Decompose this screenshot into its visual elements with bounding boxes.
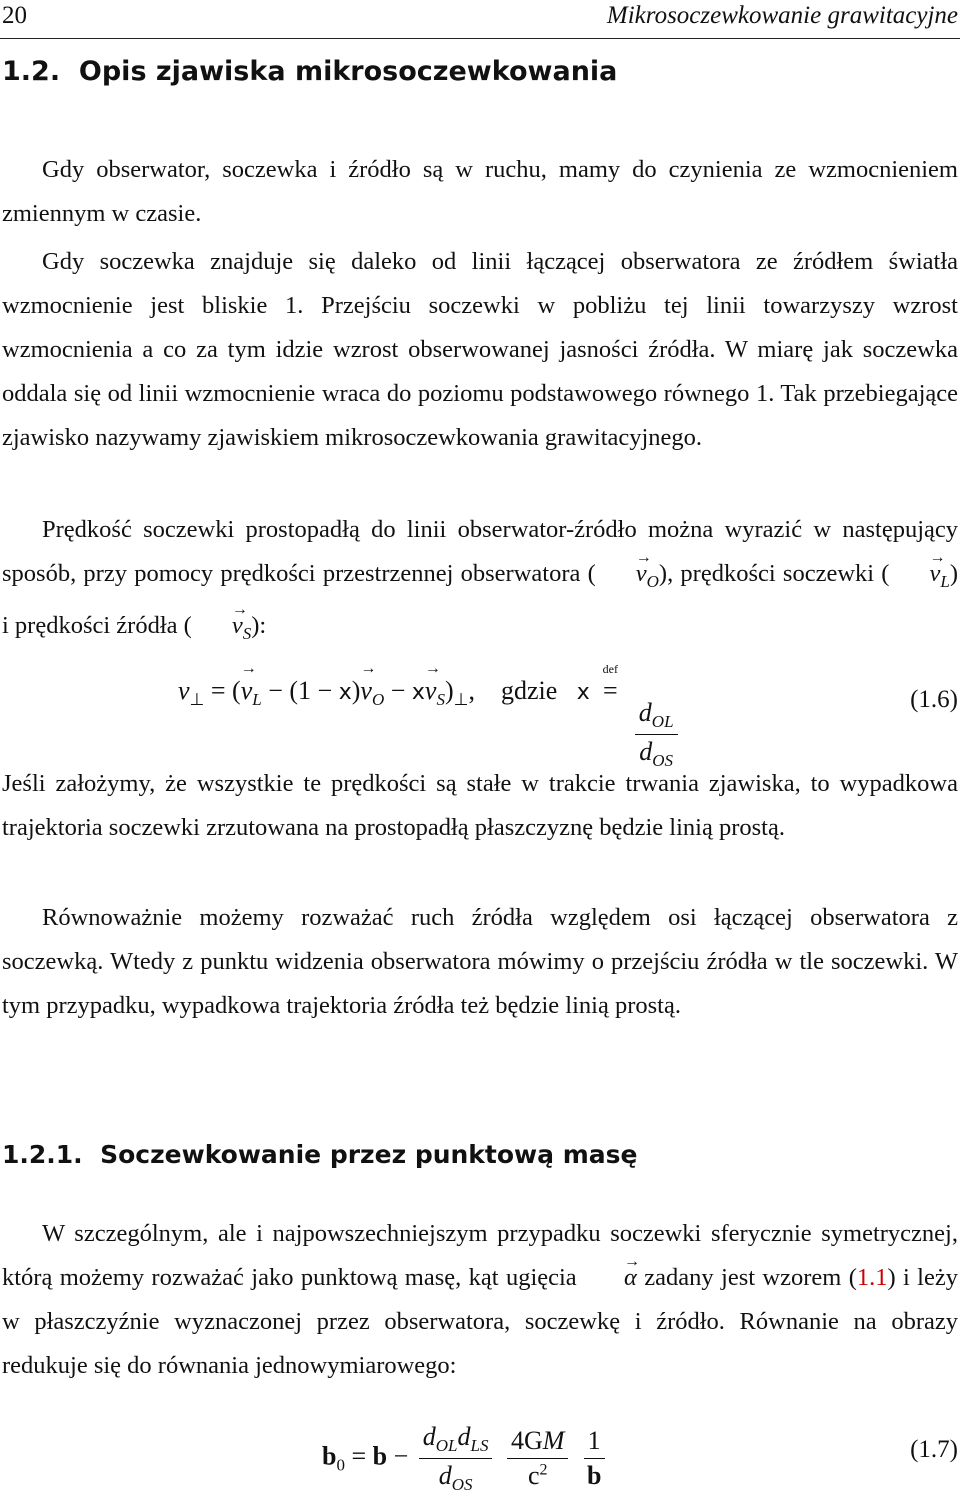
paragraph-magnification: Gdy soczewka znajduje się daleko od linii łączącej obserwatora ze źródłem światła wzmocnienie jest bliskie 1. Przejściu soczewki w pobliżu tej linii towarzyszy wzrost wzmocnienia a co za tym idzie wzrost obserwowanej jasności źródła. W miarę jak soczewka oddala się od linii wzmocnienie wraca do poziomu podstawowego równego 1. Tak przebiegające zjawisko nazywamy zjawiskiem mikrosoczewkowania grawitacyjnego. [2,248,958,451]
header-rule [0,38,960,39]
equation-ref-link[interactable]: 1.1 [856,1264,888,1291]
def-label: def [602,662,618,676]
section-heading [2,56,617,87]
velocity-text-1: Prędkość soczewki prostopadłą do linii obserwator-źródło można wyrazić w następujący sposób, przy pomocy prędkości przestrzennej obserwatora ( [2,516,958,587]
point-mass-text-3: ) i leży w płaszczyźnie wyznaczonej przez obserwatora, soczewkę i źródło. Równanie na obrazy redukuje się do równania jednowymiarowego: [2,1264,958,1379]
paragraph-point-mass: W szczególnym, ale i najpowszechniejszym przypadku soczewki sferycznie symetrycznej, którą możemy rozważać jako punktową masę, kąt ugięcia → α zadany jest wzorem (1.1) i leży w płaszczyźnie wyznaczonej przez obserwatora, soczewkę i źródło. Równanie na obrazy redukuje się do równania jednowymiarowego: [2,1212,958,1388]
equation-1-6-body: $v_\perp$ = (→ $v_L - (1 - x)\to v_O - x\to v_S)_\perp$, gdzie x def = $\frac{d_{OL}}{d_{OS}}$ [178,676,682,771]
velocity-text-4: ): [251,612,267,639]
equation-number-1-6: (1.6) [910,686,958,713]
running-title: Mikrosoczewkowanie grawitacyjne [606,2,958,29]
subsection-number: 1.2.1. [2,1140,83,1169]
paragraph-equivalent: Równoważnie możemy rozważać ruch źródła względem osi łączącej obserwatora z soczewką. Wtedy z punktu widzenia obserwatora mówimy o przejściu źródła w tle soczewki. W tym przypadku, wypadkowa trajektoria źródła też będzie linią prostą. [2,904,958,1019]
subsection-heading [2,1140,638,1169]
equation-number-1-7: (1.7) [910,1436,958,1463]
equation-1-7-body: $b_0 = b$ − $\frac{d_{OL}d_{LS}}{d_{OS}}$ $\frac{4GM}{c^2}$ $\frac{1}{b}$ [322,1422,609,1495]
subsection-title: Soczewkowanie przez punktową masę [100,1140,638,1169]
section-title: Opis zjawiska mikrosoczewkowania [78,56,618,87]
velocity-text-3: ) i prędkości źródła ( [2,560,958,639]
running-header [0,2,960,36]
page-number: 20 [2,2,27,29]
equation-1-7 [0,1418,960,1494]
equation-gdzie: gdzie [500,676,558,705]
point-mass-text-2: zadany jest wzorem ( [636,1264,857,1291]
paragraph-intro: Gdy obserwator, soczewka i źródło są w ruchu, mamy do czynienia ze wzmocnieniem zmiennym w czasie. [2,156,958,227]
point-mass-text-1: W szczególnym, ale i najpowszechniejszym przypadku soczewki sferycznie symetrycznej, którą możemy rozważać jako punktową masę, kąt ugięcia [2,1220,958,1291]
paragraph-velocity: Prędkość soczewki prostopadłą do linii obserwator-źródło można wyrazić w następujący sposób, przy pomocy prędkości przestrzennej obserwatora (→ $v_O$), prędkości soczewki (→ $v_L$) i prędkości źródła (→ $v_S$): [2,508,958,656]
equation-1-6 [0,662,960,770]
velocity-text-2: ), prędkości soczewki ( [658,560,890,587]
section-number: 1.2. [2,56,61,87]
paragraph-assumption: Jeśli założymy, że wszystkie te prędkości są stałe w trakcie trwania zjawiska, to wypadkowa trajektoria soczewki zrzutowana na prostopadłą płaszczyznę będzie linią prostą. [2,770,958,841]
